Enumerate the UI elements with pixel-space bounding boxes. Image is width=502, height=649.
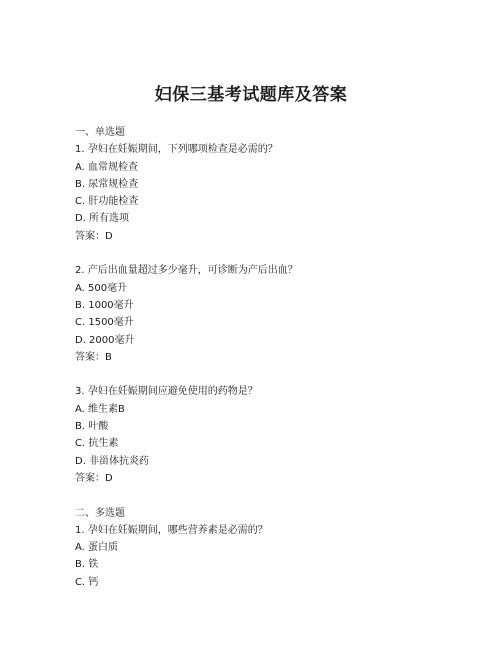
spacer xyxy=(75,366,435,383)
question-text: 1. 孕妇在妊娠期间，哪些营养素是必需的？ xyxy=(75,524,268,536)
option: A. 蛋白质 xyxy=(75,542,119,554)
option: C. 抗生素 xyxy=(75,438,119,450)
option: C. 肝功能检查 xyxy=(75,196,139,208)
option: A. 500毫升 xyxy=(75,282,128,294)
spacer xyxy=(75,487,435,504)
option: B. 叶酸 xyxy=(75,421,109,433)
answer: 答案：D xyxy=(75,472,113,484)
option: D. 2000毫升 xyxy=(75,334,135,346)
section-heading-multiple-choice: 二、多选题 xyxy=(75,507,125,519)
spacer xyxy=(75,245,435,262)
option: C. 1500毫升 xyxy=(75,317,134,329)
option: B. 1000毫升 xyxy=(75,299,134,311)
answer: 答案：B xyxy=(75,351,112,363)
question-text: 3. 孕妇在妊娠期间应避免使用的药物是？ xyxy=(75,386,258,398)
option: A. 血常规检查 xyxy=(75,161,139,173)
section-heading-single-choice: 一、单选题 xyxy=(75,127,125,138)
answer: 答案：D xyxy=(75,230,113,242)
document-body xyxy=(75,124,435,591)
question-text: 2. 产后出血量超过多少毫升，可诊断为产后出血？ xyxy=(75,265,298,277)
option: D. 非甾体抗炎药 xyxy=(75,455,150,467)
option: A. 维生素B xyxy=(75,403,125,415)
question-text: 1. 孕妇在妊娠期间，下列哪项检查是必需的？ xyxy=(75,144,278,156)
option: B. 尿常规检查 xyxy=(75,178,139,190)
page-title: 妇保三基考试题库及答案 xyxy=(154,85,348,105)
option: D. 所有选项 xyxy=(75,213,130,225)
option: B. 铁 xyxy=(75,559,99,571)
option: C. 钙 xyxy=(75,576,99,588)
